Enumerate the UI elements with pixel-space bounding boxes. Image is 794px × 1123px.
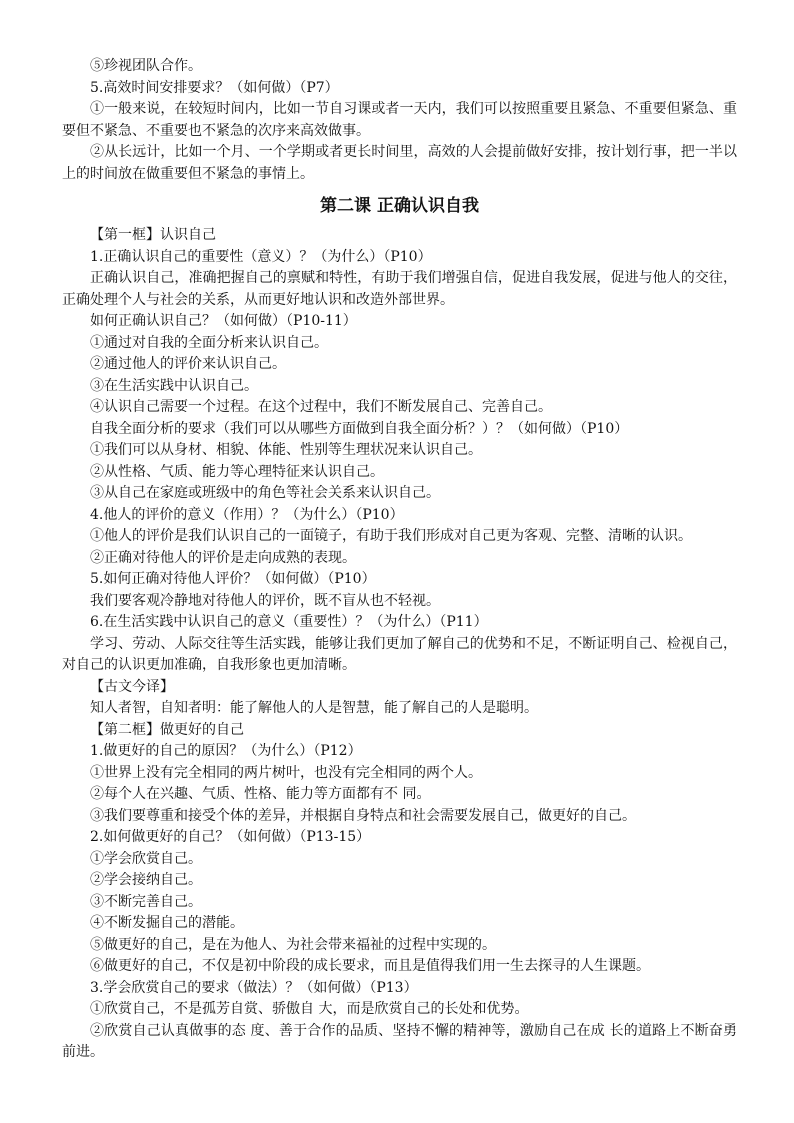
question-heading: 1.做更好的自己的原因？（为什么）（P12） (90, 743, 362, 759)
answer-paragraph: 学习、劳动、人际交往等生活实践，能够让我们更加了解自己的优势和不足，不断证明自己、检视自己，对自己的认识更加准确，自我形象也更加清晰。 (62, 635, 737, 673)
list-item: ①通过对自我的全面分析来认识自己。 (90, 334, 328, 351)
frame-heading: 【古文今译】 (90, 678, 174, 695)
list-item: ④认识自己需要一个过程。在这个过程中，我们不断发展自己、完善自己。 (90, 399, 552, 415)
question-heading: 2.如何做更好的自己？（如何做）（P13-15） (90, 829, 371, 845)
list-item: ②从长远计，比如一个月、一个学期或者更长时间里，高效的人会提前做好安排，按计划行事，把一半以上的时间放在做重要但不紧急的事情上。 (62, 144, 737, 182)
question-heading: 1.正确认识自己的重要性（意义）？（为什么）（P10） (90, 248, 432, 265)
frame-heading: 【第二框】做更好的自己 (90, 721, 244, 738)
list-item: ①我们可以从身材、相貌、体能、性别等生理状况来认识自己。 (90, 442, 482, 458)
answer-paragraph: 正确认识自己，准确把握自己的禀赋和特性，有助于我们增强自信，促进自我发展，促进与他人的交往，正确处理个人与社会的关系，从而更好地认识和改造外部世界。 (62, 270, 737, 308)
question-heading: 5.高效时间安排要求？（如何做）（P7） (90, 79, 339, 96)
list-item: ①学会欣赏自己。 (90, 850, 202, 867)
list-item: ①一般来说，在较短时间内，比如一节自习课或者一天内，我们可以按照重要且紧急、不重要但紧急、重要但不紧急、不重要也不紧急的次序来高效做事。 (62, 101, 737, 139)
frame-heading: 【第一框】认识自己 (90, 227, 216, 243)
list-item: ①欣赏自己，不是孤芳自赏、骄傲自 大，而是欣赏自己的长处和优势。 (90, 1001, 529, 1017)
list-item: ①他人的评价是我们认识自己的一面镜子，有助于我们形成对自己更为客观、完整、清晰的认识。 (90, 528, 692, 544)
document-page (62, 56, 737, 1064)
question-heading: 4.他人的评价的意义（作用）？（为什么）（P10） (90, 506, 404, 523)
answer-paragraph: 我们要客观冷静地对待他人的评价，既不盲从也不轻视。 (90, 592, 440, 609)
list-item: ③我们要尊重和接受个体的差异，并根据自身特点和社会需要发展自己，做更好的自己。 (90, 807, 636, 824)
list-item: ⑤做更好的自己，是在为他人、为社会带来福祉的过程中实现的。 (90, 936, 496, 953)
list-item: ①世界上没有完全相同的两片树叶，也没有完全相同的两个人。 (90, 764, 482, 781)
answer-paragraph: 知人者智，自知者明：能了解他人的人是智慧，能了解自己的人是聪明。 (90, 700, 538, 716)
question-heading: 自我全面分析的要求（我们可以从哪些方面做到自我全面分析？）？（如何做）（P10） (90, 420, 629, 437)
lesson-title: 第二课 正确认识自我 (320, 196, 479, 216)
list-item: ②每个人在兴趣、气质、性格、能力等方面都有不 同。 (90, 786, 431, 802)
list-item: ②通过他人的评价来认识自己。 (90, 356, 286, 372)
list-item: ②从性格、气质、能力等心理特征来认识自己。 (90, 463, 384, 480)
list-item: ③从自己在家庭或班级中的角色等社会关系来认识自己。 (90, 485, 440, 501)
list-item: ⑥做更好的自己，不仅是初中阶段的成长要求，而且是值得我们用一生去探寻的人生课题。 (90, 958, 650, 974)
question-heading: 5.如何正确对待他人评价？（如何做）（P10） (90, 571, 376, 587)
question-heading: 6.在生活实践中认识自己的意义（重要性）？（为什么）（P11） (90, 614, 488, 630)
list-item: ②学会接纳自己。 (90, 872, 202, 888)
question-heading: 3.学会欣赏自己的要求（做法）？（如何做）（P13） (90, 979, 418, 996)
list-item: ②欣赏自己认真做事的态 度、善于合作的品质、坚持不懈的精神等，激励自己在成 长的道路上不断奋勇前进。 (62, 1022, 737, 1060)
list-item: ②正确对待他人的评价是走向成熟的表现。 (90, 549, 356, 566)
question-heading: 如何正确认识自己？（如何做）（P10-11） (90, 313, 357, 329)
list-item: ③不断完善自己。 (90, 893, 202, 910)
list-item: ③在生活实践中认识自己。 (90, 377, 258, 394)
list-item: ⑤珍视团队合作。 (90, 58, 202, 74)
list-item: ④不断发掘自己的潜能。 (90, 915, 244, 931)
